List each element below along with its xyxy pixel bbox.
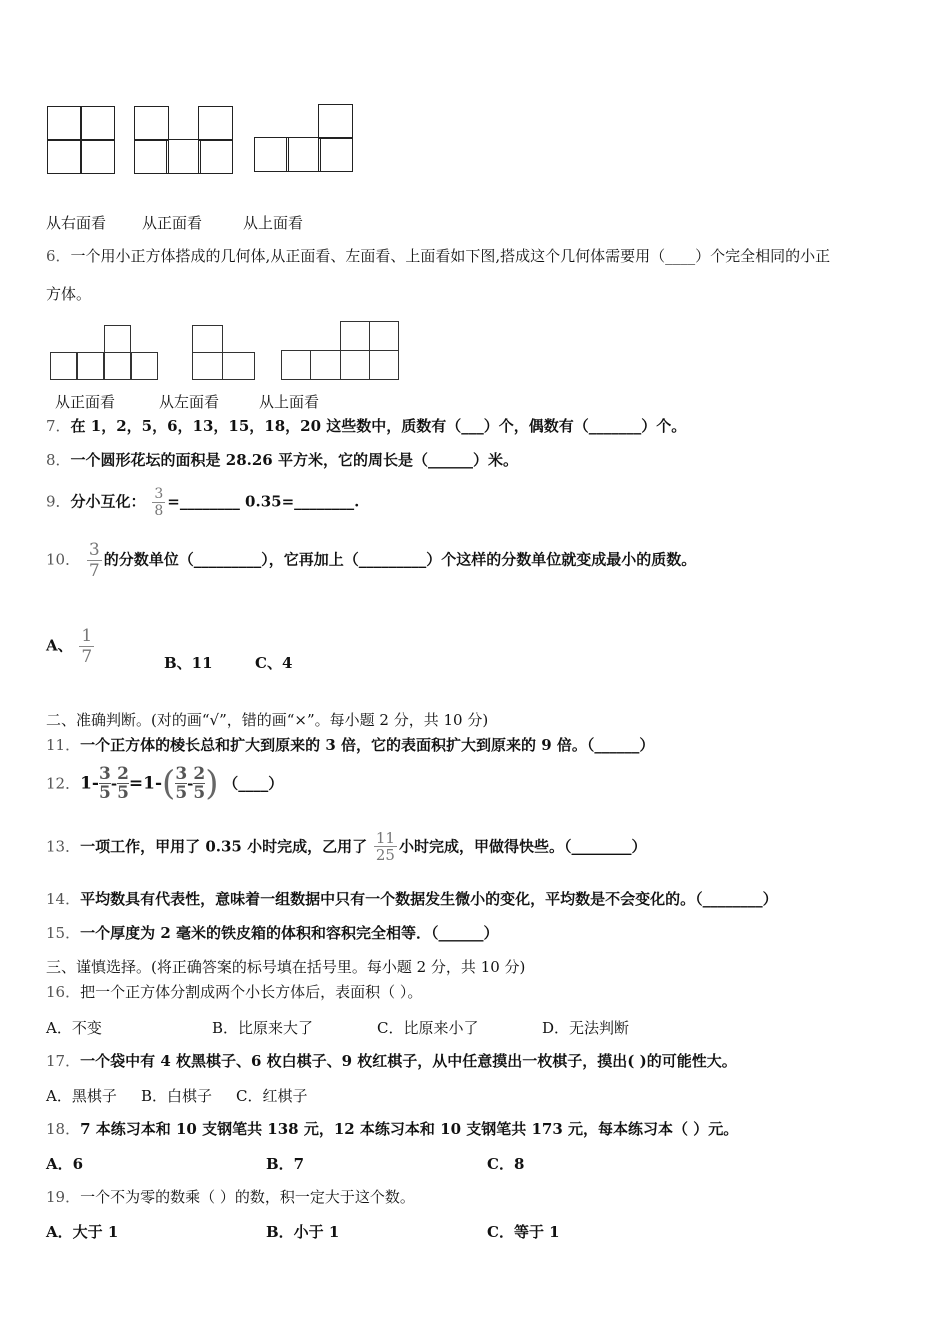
question-number: 8． [46,451,71,469]
q12-fraction-2: $\frac{2}{5}$ [117,764,129,803]
q12-lead: 1- [80,773,99,794]
q10-option-b: B、11 [164,654,213,672]
q12-right-paren: ) [205,763,219,804]
q17-option-a: A．黑棋子 [46,1087,117,1105]
question-number: 14． [46,890,81,908]
q7-text: 在 1，2，5，6，13，15，18，20 这些数中，质数有（___）个，偶数有（_______）个。 [70,417,687,435]
q7 [46,416,686,436]
q10-text: 的分数单位（_________），它再加上（_________）个这样的分数单位就变成最小的质数。 [103,550,697,569]
question-number: 9． [46,492,71,511]
q13-text1: 一项工作，甲用了 0.35 小时完成，乙用了 [80,837,368,856]
q16 [46,982,422,1002]
q11-text: 一个正方体的棱长总和扩大到原来的 3 倍，它的表面积扩大到原来的 9 倍。（______） [80,736,655,754]
q6-text: 一个用小正方体搭成的几何体,从正面看、左面看、上面看如下图,搭成这个几何体需要用（____）个完全相同的小正 [70,247,831,265]
q19-option-a: A．大于 1 [46,1223,119,1241]
top-figure-label-front: 从正面看 [142,214,203,232]
q10 [46,540,696,581]
question-number: 11． [46,736,81,754]
q19-option-c: C．等于 1 [487,1223,560,1241]
q17-option-c: C．红棋子 [236,1087,308,1105]
q6-figure-front [50,325,158,380]
q17-text: 一个袋中有 4 枚黑棋子、6 枚白棋子、9 枚红棋子，从中任意摸出一枚棋子，摸出( )的可能性大。 [80,1052,737,1070]
q19 [46,1187,415,1207]
q12-answer: （____） [223,774,284,793]
question-number: 15． [46,924,81,942]
question-number: 18． [46,1120,81,1138]
q9 [46,486,359,519]
q6-line2: 方体。 [46,285,92,303]
q9-suffix: =________ 0.35=________. [167,492,360,511]
question-number: 12． [46,774,81,793]
q18-option-c: C．8 [487,1155,525,1173]
q17-option-b: B．白棋子 [141,1087,213,1105]
top-figure-label-right: 从右面看 [46,214,107,232]
q10-options [46,626,96,667]
q6-label-front: 从正面看 [55,393,116,411]
q12-fraction-4: $\frac{2}{5}$ [193,764,206,803]
q12-minus-2: - [187,774,194,793]
q6-figure-left [192,325,255,380]
q6-label-top: 从上面看 [259,393,320,411]
q16-option-a: A．不变 [46,1019,102,1037]
section3-title: 三、谨慎选择。(将正确答案的标号填在括号里。每小题 2 分，共 10 分) [46,958,526,976]
q14-text: 平均数具有代表性，意味着一组数据中只有一个数据发生微小的变化，平均数是不会变化的。（________） [80,890,778,908]
q16-option-c: C．比原来小了 [377,1019,479,1037]
q6-label-left: 从左面看 [159,393,220,411]
top-figure-label-top: 从上面看 [243,214,304,232]
q12-left-paren: ( [162,763,176,804]
q16-option-b: B．比原来大了 [212,1019,314,1037]
q18 [46,1119,738,1139]
q12-fraction-3: $\frac{3}{5}$ [175,764,188,803]
q10-fraction: $\frac{3}{7}$ [88,540,100,581]
question-number: 16． [46,983,81,1001]
figure-top-view [254,104,353,172]
section2-title: 二、准确判断。(对的画“√”，错的画“×”。每小题 2 分，共 10 分) [46,711,489,729]
question-number: 10． [46,550,81,569]
q6-figure-top [281,321,399,380]
q13-text2: 小时完成，甲做得快些。（________） [398,837,647,856]
q12-fraction-1: $\frac{3}{5}$ [98,764,111,803]
question-number: 7． [46,417,71,435]
q16-text: 把一个正方体分割成两个小长方体后，表面积（ ）。 [80,983,423,1001]
q13 [46,830,646,863]
q18-text: 7 本练习本和 10 支钢笔共 138 元，12 本练习本和 10 支钢笔共 173 元，每本练习本（ ）元。 [80,1120,739,1138]
q10-option-a-label: A、 [46,636,73,655]
q13-fraction: $\frac{11}{25}$ [375,829,395,864]
q18-option-a: A．6 [46,1155,84,1173]
q14 [46,889,778,909]
q15 [46,923,498,943]
q8-text: 一个圆形花坛的面积是 28.26 平方米，它的周长是（______）米。 [70,451,518,469]
q16-option-d: D．无法判断 [542,1019,630,1037]
q8 [46,450,518,470]
question-number: 19． [46,1188,81,1206]
q15-text: 一个厚度为 2 毫米的铁皮箱的体积和容积完全相等．（______） [80,924,499,942]
q12-equals: =1- [128,773,163,794]
q18-option-b: B．7 [266,1155,305,1173]
q10-option-c: C、4 [255,654,293,672]
q10-option-a-fraction: $\frac{1}{7}$ [81,626,93,667]
question-number: 6． [46,247,71,265]
question-number: 13． [46,837,81,856]
figure-right-view [47,106,115,174]
question-number: 17． [46,1052,81,1070]
figure-front-view [134,106,233,174]
q19-option-b: B．小于 1 [266,1223,340,1241]
q19-text: 一个不为零的数乘（ ）的数，积一定大于这个数。 [80,1188,415,1206]
q6-line1 [46,246,830,266]
q11 [46,735,654,755]
q12-minus: - [110,774,118,793]
q9-fraction: $\frac{3}{8}$ [154,486,164,519]
q9-prefix: 分小互化： [70,492,146,511]
q17 [46,1051,737,1071]
q12 [46,765,283,802]
